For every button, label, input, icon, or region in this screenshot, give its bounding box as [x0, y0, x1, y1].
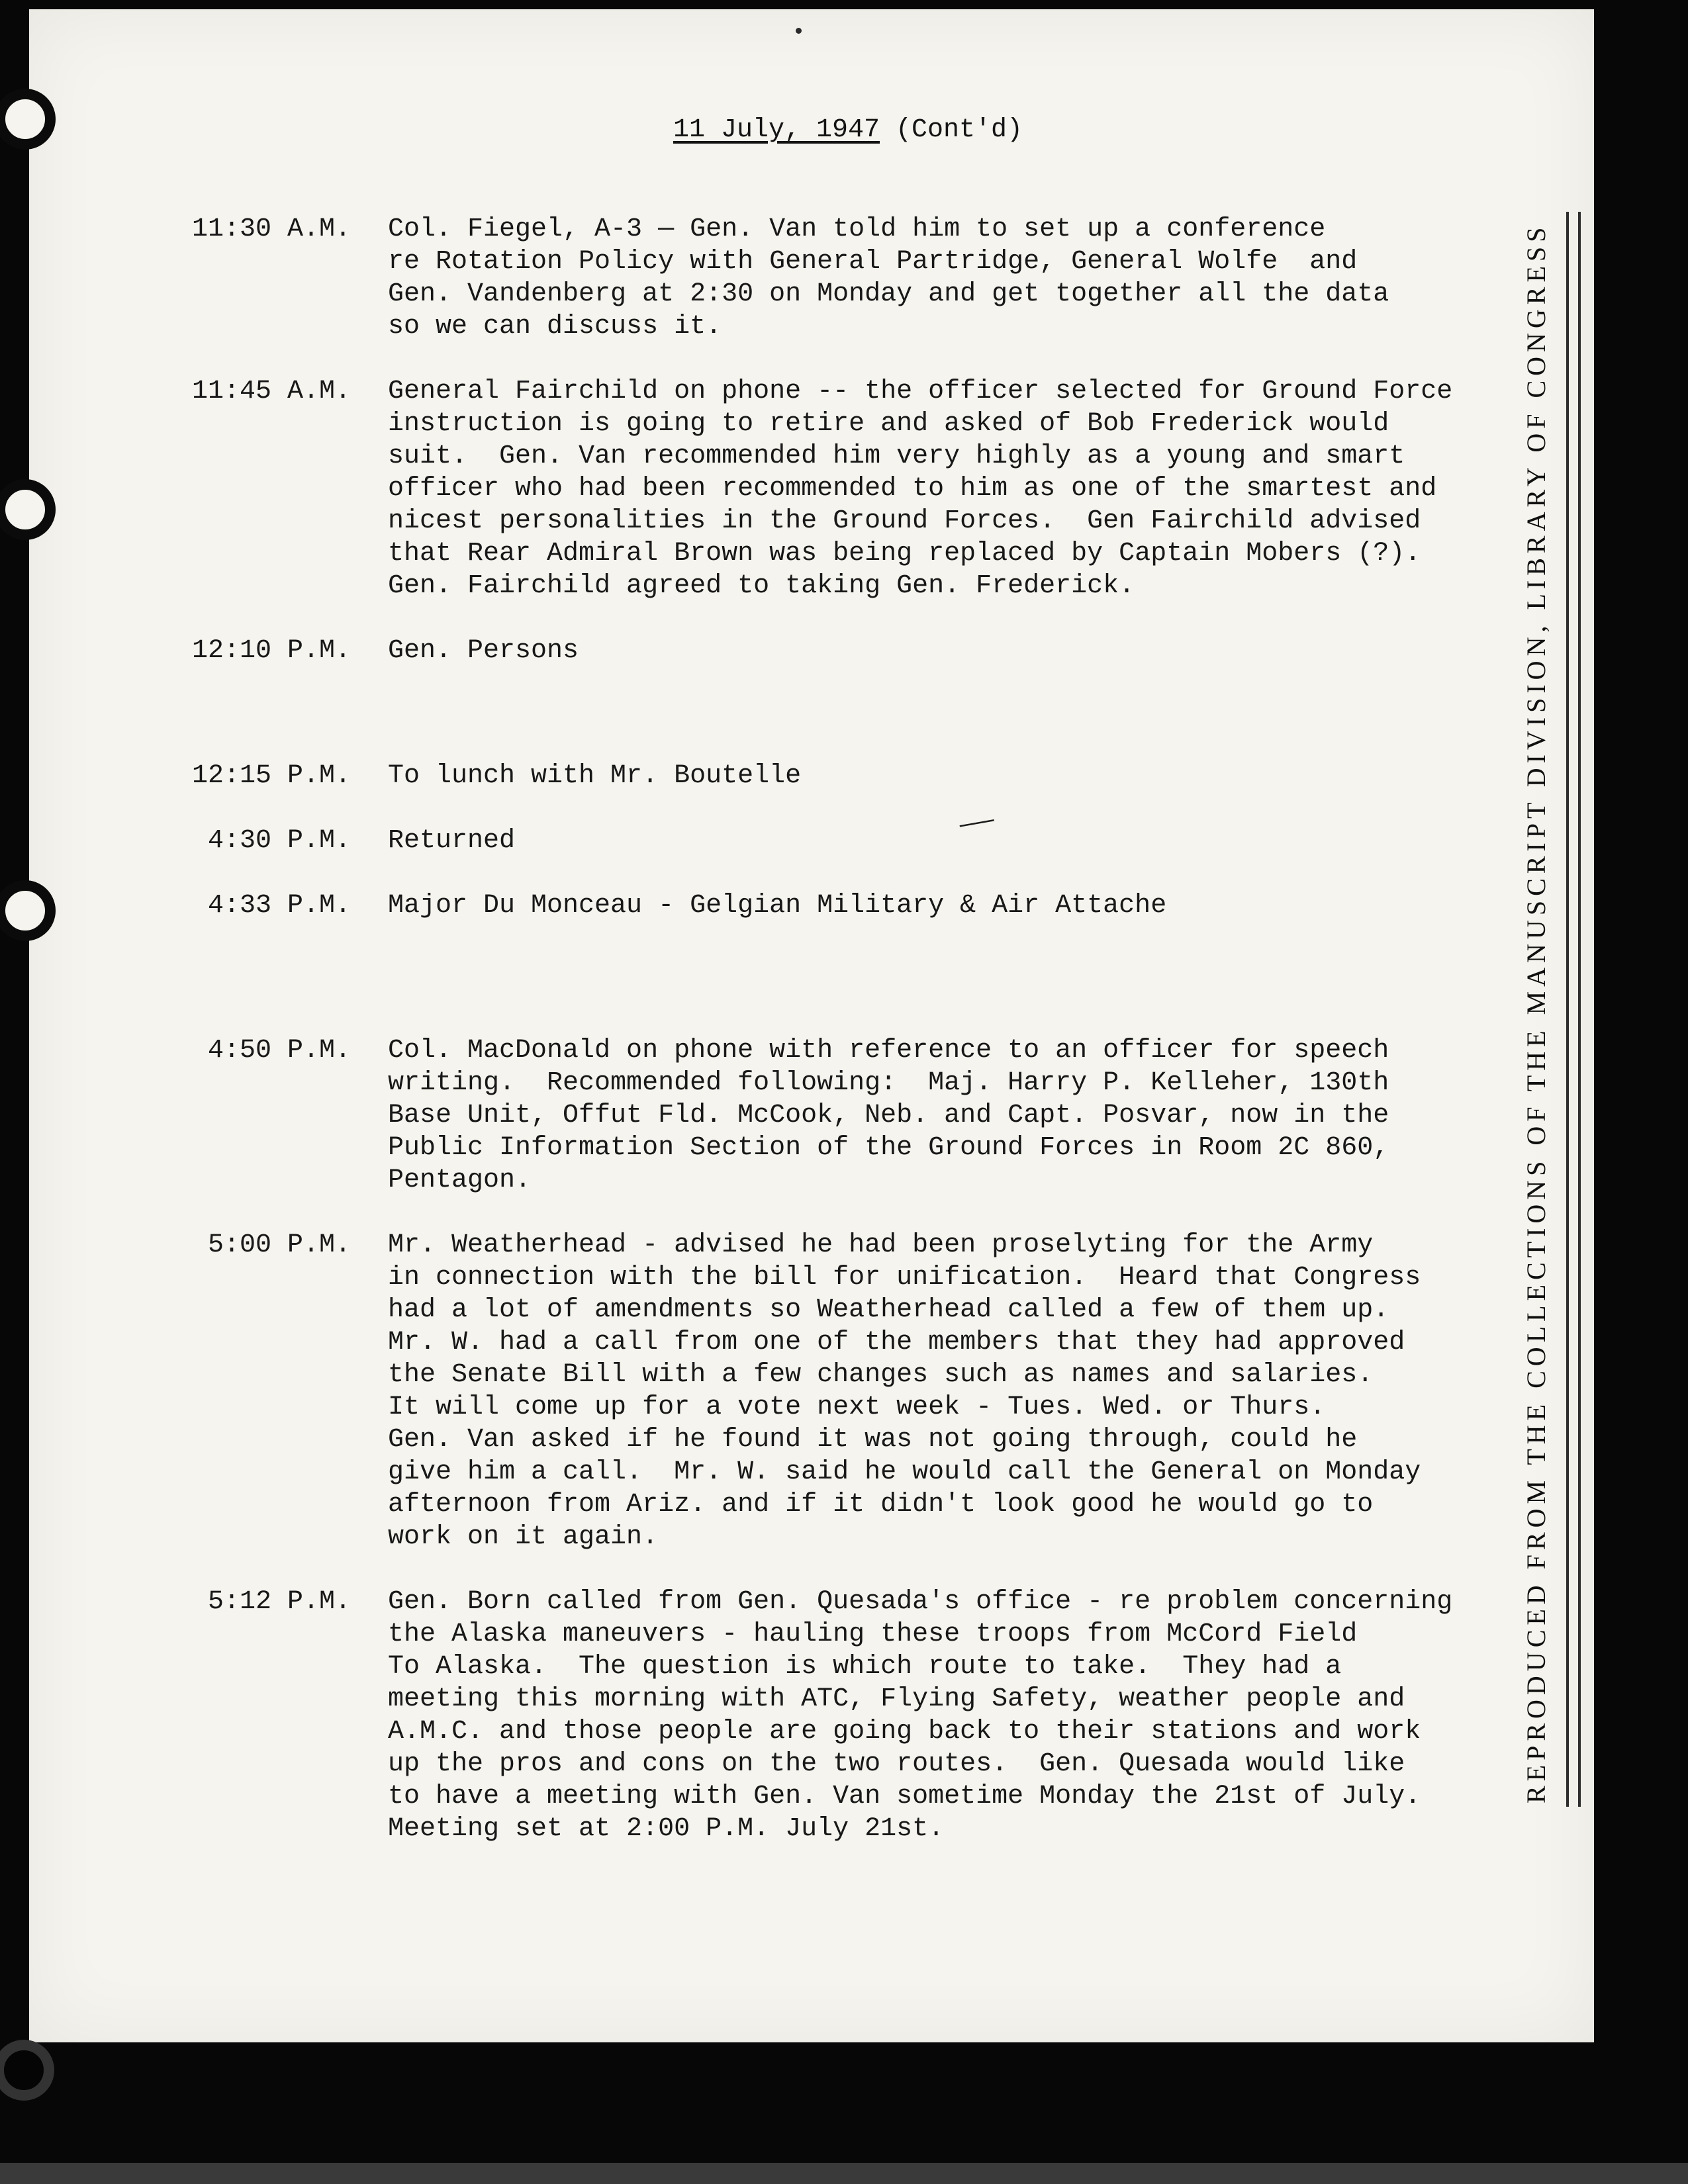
- scan-speck: [796, 28, 802, 34]
- entry-body: [388, 1229, 1516, 1553]
- entry-body: [388, 889, 1516, 922]
- entry-line: Base Unit, Offut Fld. McCook, Neb. and Capt. Posvar, now in the: [388, 1101, 1389, 1130]
- entry-time: 4:50 P.M.: [192, 1036, 352, 1066]
- page-edge-rule-line: [1578, 212, 1581, 1807]
- entry-line: Gen. Persons: [388, 636, 579, 666]
- entry-time: 11:30 A.M.: [192, 214, 352, 244]
- entry-body: [388, 213, 1516, 343]
- paper-sheet: [29, 9, 1594, 2042]
- entry-line: It will come up for a vote next week - Tues. Wed. or Thurs.: [388, 1392, 1326, 1422]
- entry-line: Gen. Fairchild agreed to taking Gen. Frederick.: [388, 571, 1135, 601]
- entry-line: Gen. Van asked if he found it was not going through, could he: [388, 1425, 1358, 1455]
- entry-line: meeting this morning with ATC, Flying Safety, weather people and: [388, 1684, 1405, 1714]
- entry-line: officer who had been recommended to him as one of the smartest and: [388, 474, 1437, 504]
- entry-line: to have a meeting with Gen. Van sometime Monday the 21st of July.: [388, 1782, 1421, 1811]
- page-title: [29, 115, 1594, 145]
- log-entry: [192, 1034, 1516, 1197]
- entry-line: that Rear Admiral Brown was being replaced by Captain Mobers (?).: [388, 539, 1421, 569]
- entry-line: Col. Fiegel, A-3 — Gen. Van told him to set up a conference: [388, 214, 1326, 244]
- log-entry: [192, 760, 1516, 792]
- entry-time: 5:00 P.M.: [192, 1230, 352, 1260]
- entry-line: so we can discuss it.: [388, 312, 722, 341]
- entry-line: Col. MacDonald on phone with reference to an officer for speech: [388, 1036, 1389, 1066]
- entry-body: [388, 375, 1516, 602]
- entry-time: 11:45 A.M.: [192, 377, 352, 406]
- entry-line: A.M.C. and those people are going back to their stations and work: [388, 1717, 1421, 1747]
- log-entry: [192, 375, 1516, 602]
- entry-body: [388, 635, 1516, 667]
- entry-body: [388, 1034, 1516, 1197]
- log-entries: [192, 213, 1516, 1878]
- entry-line: Returned: [388, 826, 516, 856]
- entry-line: afternoon from Ariz. and if it didn't look good he would go to: [388, 1490, 1374, 1520]
- entry-line: General Fairchild on phone -- the officer selected for Ground Force: [388, 377, 1453, 406]
- entry-line: the Senate Bill with a few changes such as names and salaries.: [388, 1360, 1374, 1390]
- entry-line: nicest personalities in the Ground Forces. Gen Fairchild advised: [388, 506, 1421, 536]
- entry-time: 4:30 P.M.: [192, 826, 352, 856]
- entry-line: Mr. W. had a call from one of the members that they had approved: [388, 1328, 1405, 1357]
- entry-line: Gen. Vandenberg at 2:30 on Monday and get together all the data: [388, 279, 1389, 309]
- entry-line: Meeting set at 2:00 P.M. July 21st.: [388, 1814, 945, 1844]
- entry-time: 12:10 P.M.: [192, 636, 352, 666]
- log-entry: [192, 1229, 1516, 1553]
- entry-line: work on it again.: [388, 1522, 659, 1552]
- entry-line: suit. Gen. Van recommended him very highly as a young and smart: [388, 441, 1405, 471]
- entry-line: Mr. Weatherhead - advised he had been proselyting for the Army: [388, 1230, 1374, 1260]
- entry-line: instruction is going to retire and asked of Bob Frederick would: [388, 409, 1389, 439]
- page-edge-rule-line: [1566, 212, 1569, 1807]
- log-entry: [192, 213, 1516, 343]
- entry-line: had a lot of amendments so Weatherhead called a few of them up.: [388, 1295, 1389, 1325]
- scan-bottom-strip: [0, 2163, 1688, 2184]
- log-entry: [192, 825, 1516, 857]
- entry-line: Gen. Born called from Gen. Quesada's office - re problem concerning: [388, 1587, 1453, 1617]
- pen-dash-mark: —: [956, 798, 997, 842]
- page-title-date: 11 July, 1947: [673, 115, 880, 145]
- entry-line: To Alaska. The question is which route to take. They had a: [388, 1652, 1342, 1682]
- entry-time: 5:12 P.M.: [192, 1587, 352, 1617]
- log-entry: [192, 889, 1516, 922]
- log-entry: [192, 635, 1516, 667]
- entry-time: 12:15 P.M.: [192, 761, 352, 791]
- entry-line: re Rotation Policy with General Partridge, General Wolfe and: [388, 247, 1358, 277]
- entry-line: Pentagon.: [388, 1165, 532, 1195]
- archive-provenance-text: REPRODUCED FROM THE COLLECTIONS OF THE MANUSCRIPT DIVISION, LIBRARY OF CONGRESS: [1521, 222, 1551, 1803]
- entry-line: give him a call. Mr. W. said he would call the General on Monday: [388, 1457, 1421, 1487]
- entry-body: [388, 760, 1516, 792]
- log-entry: [192, 1586, 1516, 1845]
- page-title-suffix: (Cont'd): [880, 115, 1023, 145]
- entry-line: Public Information Section of the Ground Forces in Room 2C 860,: [388, 1133, 1389, 1163]
- entry-line: up the pros and cons on the two routes. Gen. Quesada would like: [388, 1749, 1405, 1779]
- entry-body: [388, 1586, 1516, 1845]
- entry-line: Major Du Monceau - Gelgian Military & Air Attache: [388, 891, 1167, 921]
- entry-line: writing. Recommended following: Maj. Harry P. Kelleher, 130th: [388, 1068, 1389, 1098]
- entry-line: the Alaska maneuvers - hauling these troops from McCord Field: [388, 1619, 1358, 1649]
- entry-line: in connection with the bill for unification. Heard that Congress: [388, 1263, 1421, 1293]
- entry-body: [388, 825, 1516, 857]
- entry-line: To lunch with Mr. Boutelle: [388, 761, 802, 791]
- entry-time: 4:33 P.M.: [192, 891, 352, 921]
- punch-hole: [0, 2040, 54, 2101]
